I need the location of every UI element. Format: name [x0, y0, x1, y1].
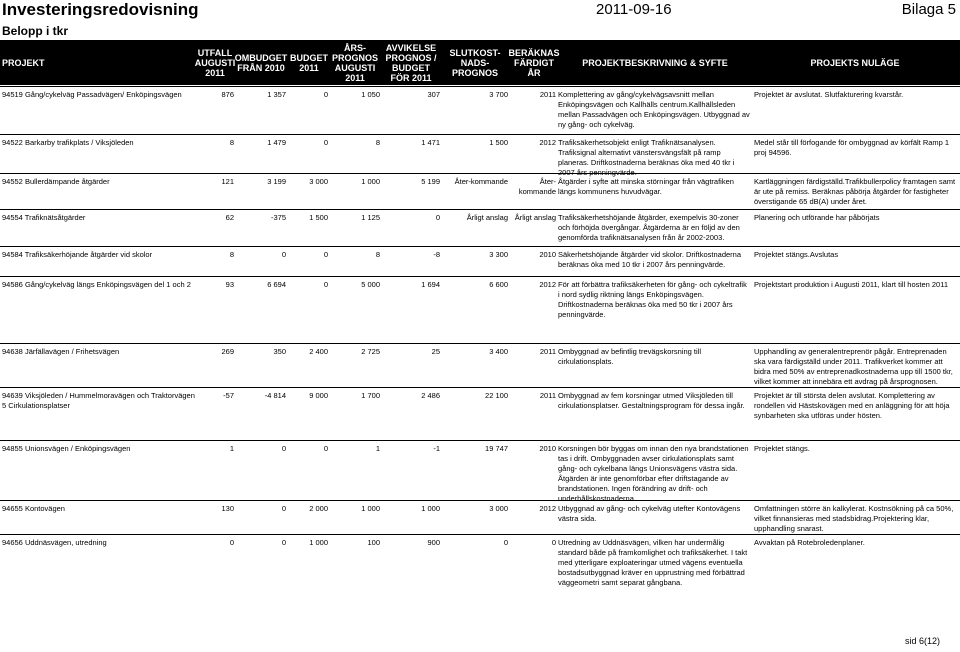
table-row — [0, 534, 960, 605]
cell-slutkost: 3 400 — [489, 347, 508, 356]
table-row — [0, 343, 960, 388]
cell-nulage: Projektet stängs. — [754, 444, 810, 453]
cell-avvikelse: -8 — [433, 250, 440, 259]
cell-projekt: 94552 Bullerdämpande åtgärder — [2, 177, 110, 186]
cell-ombudget: 0 — [281, 504, 286, 513]
cell-ombudget: 0 — [281, 250, 286, 259]
cell-utfall: 1 — [229, 444, 234, 453]
cell-budget: 0 — [323, 138, 328, 147]
cell-ombudget: 1 357 — [267, 90, 286, 99]
table-row — [0, 440, 960, 501]
cell-utfall: 0 — [229, 538, 234, 547]
cell-beskrivning: Komplettering av gång/cykelvägsavsnitt mellan Enköpingsvägen och Kallhälls centrum.Kallhällsleden mellan Passadvägen och Enköpingsvägen. Utbyggnad av ny gång- och cykelväg. — [558, 90, 750, 129]
document-title: Investeringsredovisning — [2, 0, 199, 19]
col-header-nulage: PROJEKTS NULÄGE — [810, 57, 900, 68]
cell-slutkost: 22 100 — [485, 391, 508, 400]
cell-projekt: 94522 Barkarby trafikplats / Viksjöleden — [2, 138, 134, 147]
cell-ombudget: 0 — [281, 538, 286, 547]
cell-fardigt: Åter-kommande — [518, 177, 556, 196]
cell-projekt: 94656 Uddnäsvägen, utredning — [2, 538, 107, 547]
cell-beskrivning: Ombyggnad av befintlig trevägskorsning till cirkulationsplats. — [558, 347, 701, 366]
cell-arsprognos: 8 — [375, 250, 380, 259]
cell-avvikelse: 1 694 — [421, 280, 440, 289]
cell-nulage: Avvaktan på Rotebroledenplaner. — [754, 538, 865, 547]
cell-projekt: 94655 Kontovägen — [2, 504, 65, 513]
cell-fardigt: 2012 — [539, 504, 556, 513]
cell-nulage: Omfattningen större än kalkylerat. Kostnsökning på ca 50%, vilket finnansieras med stadsbidrag.Projektering klar, upphandling snarast. — [754, 504, 954, 533]
cell-fardigt: 2012 — [539, 138, 556, 147]
cell-budget: 9 000 — [309, 391, 328, 400]
table-row — [0, 246, 960, 277]
cell-fardigt: 2012 — [539, 280, 556, 289]
cell-slutkost: 6 600 — [489, 280, 508, 289]
cell-nulage: Projektet är avslutat. Slutfakturering kvarstår. — [754, 90, 904, 99]
title-bar — [0, 0, 960, 22]
cell-nulage: Upphandling av generalentreprenör pågår. Entreprenaden ska vara färdigställd under 2011. Trafikverket kommer att bidra med 50% av entreprenadkostnaderna upp till 1500 tkr, vilket kommer att innebära ett avdrag på årsprognosen. — [754, 347, 953, 386]
cell-budget: 0 — [323, 250, 328, 259]
cell-arsprognos: 1 000 — [361, 504, 380, 513]
cell-fardigt: 0 — [551, 538, 556, 547]
cell-projekt: 94554 Trafiknätsåtgärder — [2, 213, 86, 222]
cell-projekt: 94639 Viksjöleden / Hummelmoravägen och Traktorvägen 5 Cirkulationsplatser — [2, 391, 195, 410]
cell-slutkost: 3 700 — [489, 90, 508, 99]
col-header-arsprognos: ÅRS-PROGNOS AUGUSTI 2011 — [331, 42, 378, 83]
cell-avvikelse: 25 — [431, 347, 440, 356]
cell-utfall: 121 — [221, 177, 234, 186]
cell-slutkost: 19 747 — [485, 444, 508, 453]
col-header-budget: BUDGET 2011 — [290, 52, 328, 73]
cell-utfall: 876 — [221, 90, 234, 99]
cell-budget: 3 000 — [309, 177, 328, 186]
cell-utfall: 93 — [225, 280, 234, 289]
cell-beskrivning: Åtgärder i syfte att minska störningar från vägtrafiken längs kommunens huvudvägar. — [558, 177, 734, 196]
cell-beskrivning: Utredning av Uddnäsvägen, vilken har undermålig standard både på framkomlighet och trafiksäkerhet. I takt med ytterligare exploateringar utmed vägens eventuella bostadsutbyggnad kräver en upprustning med förbättrad väggeometri samt separat gångbana. — [558, 538, 748, 587]
cell-budget: 0 — [323, 90, 328, 99]
cell-projekt: 94584 Trafiksäkerhöjande åtgärder vid skolor — [2, 250, 153, 259]
cell-nulage: Projektet stängs.Avslutas — [754, 250, 839, 259]
cell-ombudget: 350 — [273, 347, 286, 356]
cell-fardigt: 2011 — [539, 391, 556, 400]
cell-budget: 1 500 — [309, 213, 328, 222]
table-row — [0, 276, 960, 344]
col-header-beskrivning: PROJEKTBESKRIVNING & SYFTE — [582, 57, 728, 68]
cell-beskrivning: Trafiksäkerhetsobjekt enligt Trafiknätsanalysen. Trafiksignal alternativt vänstersvängsfält på ramp planeras. Driftkostnaderna beräknas öka med 40 tkr i 2007 års penningvärde. — [558, 138, 735, 177]
cell-utfall: 8 — [229, 250, 234, 259]
cell-avvikelse: 5 199 — [421, 177, 440, 186]
cell-utfall: 8 — [229, 138, 234, 147]
cell-arsprognos: 8 — [375, 138, 380, 147]
unit-subtitle: Belopp i tkr — [2, 24, 69, 38]
cell-arsprognos: 2 725 — [361, 347, 380, 356]
cell-utfall: 130 — [221, 504, 234, 513]
col-header-projekt: PROJEKT — [2, 57, 45, 68]
cell-fardigt: Årligt anslag — [514, 213, 556, 222]
cell-fardigt: 2010 — [539, 444, 556, 453]
cell-projekt: 94519 Gång/cykelväg Passadvägen/ Enköpingsvägen — [2, 90, 182, 99]
cell-avvikelse: 2 486 — [421, 391, 440, 400]
cell-beskrivning: Utbyggnad av gång- och cykelväg utefter Kontovägens västra sida. — [558, 504, 741, 523]
col-header-avvikelse: AVVIKELSE PROGNOS / BUDGET FÖR 2011 — [385, 42, 437, 83]
cell-arsprognos: 1 125 — [361, 213, 380, 222]
cell-beskrivning: Trafiksäkerhetshöjande åtgärder, exempelvis 30-zoner och förhöjda övergångar. Åtgärderna är en följd av den genomförda trafiknätsanalysen från år 2002-2003. — [558, 213, 740, 242]
cell-arsprognos: 1 — [375, 444, 380, 453]
cell-ombudget: 3 199 — [267, 177, 286, 186]
col-header-fardigt: BERÄKNAS FÄRDIGT ÅR — [508, 47, 560, 78]
cell-nulage: Planering och utförande har påbörjats — [754, 213, 880, 222]
cell-ombudget: -375 — [270, 213, 286, 222]
cell-nulage: Projektet är till största delen avslutat. Komplettering av rondellen vid Hästskovägen med en anläggning för att höja synbarheten ska utföras under hösten. — [754, 391, 950, 420]
cell-slutkost: 3 000 — [489, 504, 508, 513]
cell-budget: 2 000 — [309, 504, 328, 513]
table-header — [0, 40, 960, 85]
cell-ombudget: 1 479 — [267, 138, 286, 147]
cell-nulage: Medel står till förfogande för ombyggnad av körfält Ramp 1 proj 94596. — [754, 138, 950, 157]
appendix-label: Bilaga 5 — [901, 1, 956, 18]
cell-arsprognos: 1 000 — [361, 177, 380, 186]
document-date: 2011-09-16 — [596, 1, 672, 18]
cell-beskrivning: För att förbättra trafiksäkerheten för gång- och cykeltrafik i nord sydlig riktning längs Enköpingsvägen. Driftkostnaderna beräknas öka med 50 tkr i 2007 års penningvärde. — [558, 280, 747, 319]
cell-nulage: Kartläggningen färdigställd.Trafikbullerpolicy framtagen samt är ute på remiss. Beräknas påbörja åtgärder för fastigheter överstigande 65 dB(A) under året. — [754, 177, 956, 206]
cell-nulage: Projektstart produktion i Augusti 2011, klart till hosten 2011 — [754, 280, 949, 289]
cell-avvikelse: 307 — [427, 90, 440, 99]
cell-arsprognos: 1 050 — [361, 90, 380, 99]
table-row — [0, 387, 960, 441]
cell-slutkost: 0 — [503, 538, 508, 547]
cell-beskrivning: Ombyggnad av fem korsningar utmed Viksjöleden till cirkulationsplatser. Gestaltningsprogram för dessa ingår. — [558, 391, 745, 410]
cell-avvikelse: 1 471 — [421, 138, 440, 147]
cell-utfall: 269 — [221, 347, 234, 356]
cell-utfall: -57 — [223, 391, 234, 400]
cell-fardigt: 2011 — [539, 347, 556, 356]
cell-beskrivning: Korsningen bör byggas om innan den nya brandstationen tas i drift. Ombyggnaden avser cirkulationsplats samt gång- och cykelbana längs Unionsvägens västra sida. Åtgärden är inte genomförbar efter driftstagande av brandstationen. Ingen förändring av drift- och underhållskostnaderna. — [558, 444, 749, 503]
cell-projekt: 94586 Gång/cykelväg längs Enköpingsvägen del 1 och 2 — [2, 280, 191, 289]
cell-arsprognos: 1 700 — [361, 391, 380, 400]
table-row — [0, 134, 960, 177]
cell-ombudget: -4 814 — [264, 391, 286, 400]
cell-budget: 0 — [323, 280, 328, 289]
cell-fardigt: 2011 — [539, 90, 556, 99]
cell-fardigt: 2010 — [539, 250, 556, 259]
cell-projekt: 94855 Unionsvägen / Enköpingsvägen — [2, 444, 131, 453]
cell-budget: 2 400 — [309, 347, 328, 356]
table-row — [0, 500, 960, 535]
cell-budget: 0 — [323, 444, 328, 453]
cell-slutkost: 3 300 — [489, 250, 508, 259]
cell-beskrivning: Säkerhetshöjande åtgärder vid skolor. Driftkostnaderna beräknas öka med 10 tkr i 2007 års penningvärde. — [558, 250, 742, 269]
cell-arsprognos: 5 000 — [361, 280, 380, 289]
cell-avvikelse: -1 — [433, 444, 440, 453]
cell-arsprognos: 100 — [367, 538, 380, 547]
col-header-ombudget: OMBUDGET FRÅN 2010 — [234, 52, 288, 73]
cell-utfall: 62 — [225, 213, 234, 222]
col-header-slutkost: SLUTKOST-NADS-PROGNOS — [449, 47, 501, 78]
cell-ombudget: 6 694 — [267, 280, 286, 289]
cell-ombudget: 0 — [281, 444, 286, 453]
table-row — [0, 209, 960, 247]
cell-projekt: 94638 Järfällavägen / Frihetsvägen — [2, 347, 120, 356]
page-number: sid 6(12) — [904, 636, 940, 646]
col-header-utfall: UTFALL AUGUSTI 2011 — [194, 47, 236, 78]
table-row — [0, 173, 960, 210]
cell-slutkost: 1 500 — [489, 138, 508, 147]
cell-avvikelse: 1 000 — [421, 504, 440, 513]
cell-slutkost: Åter-kommande — [454, 177, 508, 186]
cell-avvikelse: 0 — [435, 213, 440, 222]
table-row — [0, 86, 960, 135]
cell-slutkost: Årligt anslag — [466, 213, 508, 222]
cell-budget: 1 000 — [309, 538, 328, 547]
cell-avvikelse: 900 — [427, 538, 440, 547]
